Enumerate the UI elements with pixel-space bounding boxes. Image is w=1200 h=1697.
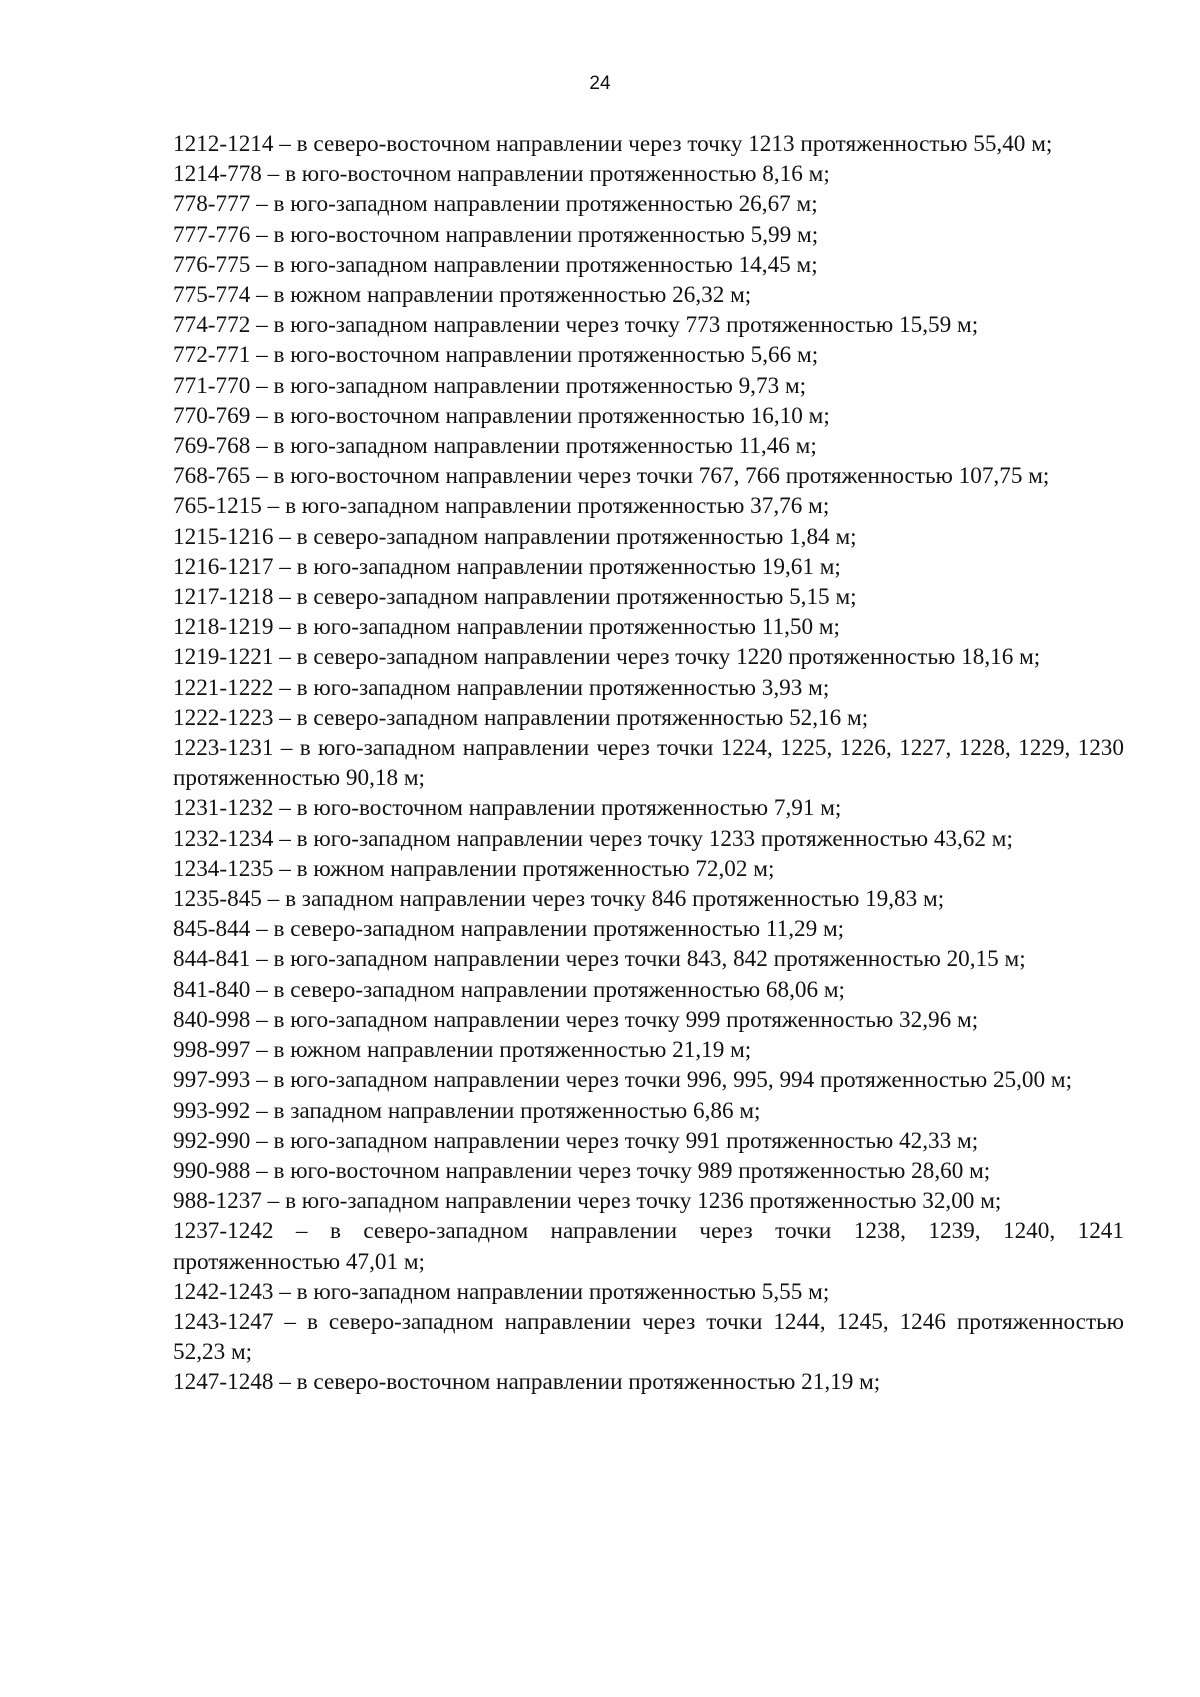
boundary-segment-entry: 765-1215 – в юго-западном направлении протяженностью 37,76 м; xyxy=(173,493,830,520)
boundary-segment-entry: 998-997 – в южном направлении протяженностью 21,19 м; xyxy=(173,1037,752,1064)
boundary-segment-entry: 770-769 – в юго-восточном направлении протяженностью 16,10 м; xyxy=(173,402,830,429)
boundary-segment-entry: 1221-1222 – в юго-западном направлении протяженностью 3,93 м; xyxy=(173,674,830,701)
boundary-segment-entry: 1247-1248 – в северо-восточном направлении протяженностью 21,19 м; xyxy=(173,1369,881,1396)
boundary-segment-entry: 993-992 – в западном направлении протяженностью 6,86 м; xyxy=(173,1097,761,1124)
boundary-segment-entry: 841-840 – в северо-западном направлении протяженностью 68,06 м; xyxy=(173,976,845,1003)
boundary-segment-entry: 1217-1218 – в северо-западном направлении протяженностью 5,15 м; xyxy=(173,584,857,611)
boundary-segment-entry: 1232-1234 – в юго-западном направлении через точку 1233 протяженностью 43,62 м; xyxy=(173,825,1013,852)
boundary-segment-entry: 774-772 – в юго-западном направлении через точку 773 протяженностью 15,59 м; xyxy=(173,312,979,339)
boundary-description-list xyxy=(173,129,1124,1398)
boundary-segment-entry: 844-841 – в юго-западном направлении через точки 843, 842 протяженностью 20,15 м; xyxy=(173,946,1026,973)
boundary-segment-entry: 1219-1221 – в северо-западном направлении через точку 1220 протяженностью 18,16 м; xyxy=(173,644,1041,671)
boundary-segment-entry: 845-844 – в северо-западном направлении протяженностью 11,29 м; xyxy=(173,916,845,943)
boundary-segment-entry: 769-768 – в юго-западном направлении протяженностью 11,46 м; xyxy=(173,433,817,460)
boundary-segment-entry: 1222-1223 – в северо-западном направлении протяженностью 52,16 м; xyxy=(173,704,869,731)
boundary-segment-entry: 988-1237 – в юго-западном направлении через точку 1236 протяженностью 32,00 м; xyxy=(173,1188,1002,1215)
boundary-segment-entry: 1216-1217 – в юго-западном направлении протяженностью 19,61 м; xyxy=(173,553,841,580)
boundary-segment-entry: 776-775 – в юго-западном направлении протяженностью 14,45 м; xyxy=(173,251,818,278)
boundary-segment-entry: 777-776 – в юго-восточном направлении протяженностью 5,99 м; xyxy=(173,221,819,248)
boundary-segment-entry: 1235-845 – в западном направлении через точку 846 протяженностью 19,83 м; xyxy=(173,886,945,913)
boundary-segment-entry: 1237-1242 – в северо-западном направлении через точки 1238, 1239, 1240, 1241 протяженностью 47,01 м; xyxy=(173,1218,1124,1275)
page-number: 24 xyxy=(589,73,611,94)
boundary-segment-entry: 840-998 – в юго-западном направлении через точку 999 протяженностью 32,96 м; xyxy=(173,1006,979,1033)
boundary-segment-entry: 1243-1247 – в северо-западном направлении через точки 1244, 1245, 1246 протяженностью 52,23 м; xyxy=(173,1308,1124,1366)
boundary-segment-entry: 775-774 – в южном направлении протяженностью 26,32 м; xyxy=(173,282,752,309)
boundary-segment-entry: 992-990 – в юго-западном направлении через точку 991 протяженностью 42,33 м; xyxy=(173,1127,979,1154)
boundary-segment-entry: 1242-1243 – в юго-западном направлении протяженностью 5,55 м; xyxy=(173,1278,830,1305)
boundary-segment-entry: 1214-778 – в юго-восточном направлении протяженностью 8,16 м; xyxy=(173,161,830,188)
boundary-segment-entry: 768-765 – в юго-восточном направлении через точки 767, 766 протяженностью 107,75 м; xyxy=(173,463,1050,490)
boundary-segment-entry: 772-771 – в юго-восточном направлении протяженностью 5,66 м; xyxy=(173,342,819,369)
boundary-segment-entry: 1231-1232 – в юго-восточном направлении протяженностью 7,91 м; xyxy=(173,795,842,822)
boundary-segment-entry: 1212-1214 – в северо-восточном направлении через точку 1213 протяженностью 55,40 м; xyxy=(173,131,1053,157)
boundary-segment-entry: 990-988 – в юго-восточном направлении через точку 989 протяженностью 28,60 м; xyxy=(173,1157,991,1184)
boundary-segment-entry: 1223-1231 – в юго-западном направлении через точки 1224, 1225, 1226, 1227, 1228, 1229, 1230 протяженностью 90,18 м; xyxy=(173,735,1124,792)
boundary-segment-entry: 1218-1219 – в юго-западном направлении протяженностью 11,50 м; xyxy=(173,614,840,641)
boundary-segment-entry: 1234-1235 – в южном направлении протяженностью 72,02 м; xyxy=(173,855,775,882)
boundary-segment-entry: 771-770 – в юго-западном направлении протяженностью 9,73 м; xyxy=(173,372,807,399)
boundary-segment-entry: 997-993 – в юго-западном направлении через точки 996, 995, 994 протяженностью 25,00 м; xyxy=(173,1067,1073,1094)
boundary-segment-entry: 778-777 – в юго-западном направлении протяженностью 26,67 м; xyxy=(173,191,818,218)
boundary-segment-entry: 1215-1216 – в северо-западном направлении протяженностью 1,84 м; xyxy=(173,523,857,550)
